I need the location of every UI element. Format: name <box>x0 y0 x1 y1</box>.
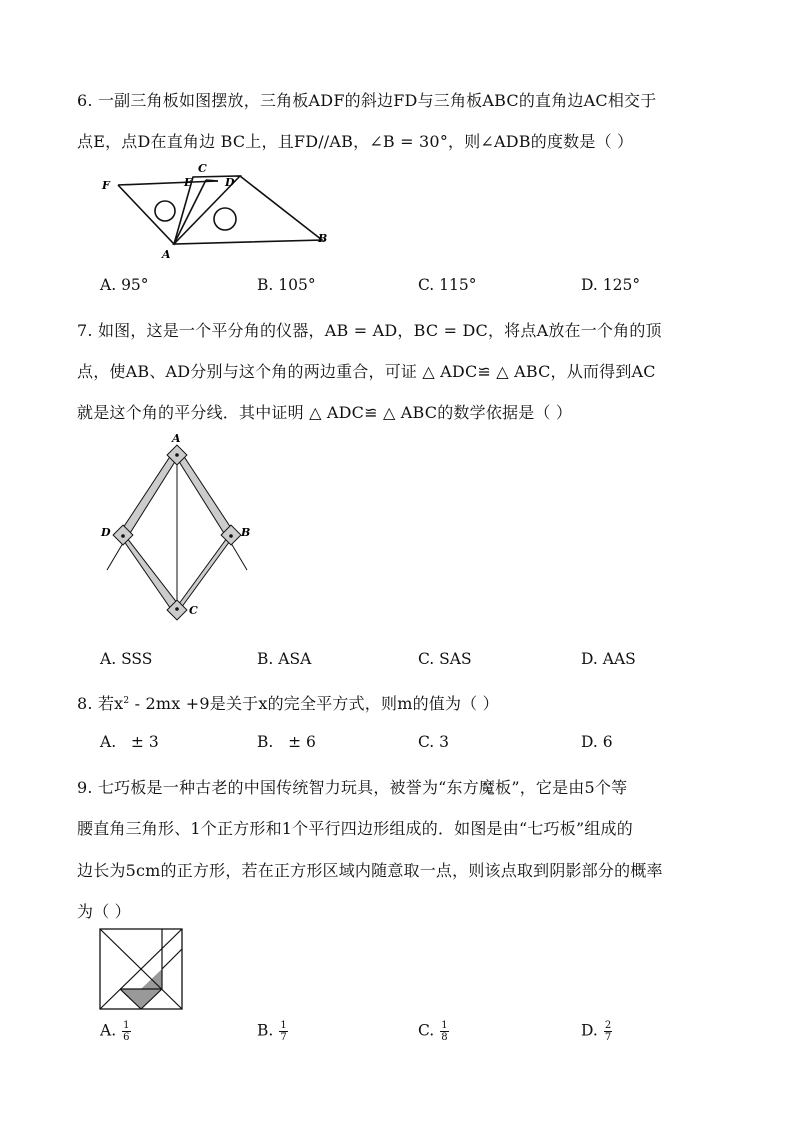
q6-option-c[interactable]: C. 115° <box>418 276 477 294</box>
q7-option-b[interactable]: B. ASA <box>257 650 312 668</box>
q9-tangram-figure <box>98 927 186 1013</box>
fraction: $\frac{1}{8}$ <box>441 1020 448 1043</box>
q8-option-d[interactable]: D. 6 <box>581 733 613 751</box>
q9-text-line1: 9. 七巧板是一种古老的中国传统智力玩具，被誉为“东方魔板”，它是由5个等 <box>77 778 628 797</box>
q7-option-c[interactable]: C. SAS <box>418 650 472 668</box>
q6-label-d: D <box>225 176 235 189</box>
fraction: $\frac{1}{7}$ <box>280 1020 287 1043</box>
q7-text-line1: 7. 如图，这是一个平分角的仪器，AB = AD，BC = DC，将点A放在一个角的顶 <box>77 321 662 340</box>
q9-option-d[interactable]: D. $\frac{2}{7}$ <box>581 1020 612 1043</box>
q7-text-line3: 就是这个角的平分线．其中证明 △ ADC≌ △ ABC的数学依据是（ ） <box>77 403 573 422</box>
fraction: $\frac{1}{6}$ <box>123 1020 130 1043</box>
q6-label-b: B <box>318 232 328 245</box>
q9-option-b[interactable]: B. $\frac{1}{7}$ <box>257 1020 287 1043</box>
q6-option-d[interactable]: D. 125° <box>581 276 641 294</box>
q6-option-a[interactable]: A. 95° <box>100 276 149 294</box>
q9-option-c[interactable]: C. $\frac{1}{8}$ <box>418 1020 448 1043</box>
q6-label-c: C <box>198 162 207 175</box>
q7-label-a: A <box>172 432 181 445</box>
q7-label-d: D <box>101 526 111 539</box>
q9-text-line3: 边长为5cm的正方形，若在正方形区域内随意取一点，则该点取到阴影部分的概率 <box>77 861 663 880</box>
q9-text-line4: 为（ ） <box>77 902 131 921</box>
q7-option-a[interactable]: A. SSS <box>100 650 153 668</box>
q6-label-e: E <box>184 176 193 189</box>
q6-text-line1: 6. 一副三角板如图摆放，三角板ADF的斜边FD与三角板ABC的直角边AC相交于 <box>77 91 657 110</box>
q9-text-line2: 腰直角三角形、1个正方形和1个平行四边形组成的．如图是由“七巧板”组成的 <box>77 819 633 838</box>
q8-option-c[interactable]: C. 3 <box>418 733 450 751</box>
q6-option-b[interactable]: B. 105° <box>257 276 316 294</box>
q6-label-f: F <box>102 179 110 192</box>
q6-text-line2: 点E，点D在直角边 BC上，且FD//AB，∠B = 30°，则∠ADB的度数是（ ） <box>77 132 634 151</box>
q6-triangle-figure <box>100 160 340 265</box>
q8-option-b[interactable]: B. ± 6 <box>257 733 316 751</box>
q9-option-a[interactable]: A. $\frac{1}{6}$ <box>100 1020 130 1043</box>
fraction: $\frac{2}{7}$ <box>604 1020 612 1043</box>
q7-angle-bisector-figure <box>95 430 265 630</box>
q7-label-c: C <box>189 604 198 617</box>
q7-text-line2: 点，使AB、AD分别与这个角的两边重合，可证 △ ADC≌ △ ABC，从而得到AC <box>77 362 656 381</box>
q8-text: 8. 若$x^2 - 2mx +9$是关于x的完全平方式，则m的值为（ ） <box>77 694 499 713</box>
q6-label-a: A <box>162 248 171 261</box>
q7-label-b: B <box>241 526 251 539</box>
q8-option-a[interactable]: A. ± 3 <box>100 733 159 751</box>
q7-option-d[interactable]: D. AAS <box>581 650 636 668</box>
